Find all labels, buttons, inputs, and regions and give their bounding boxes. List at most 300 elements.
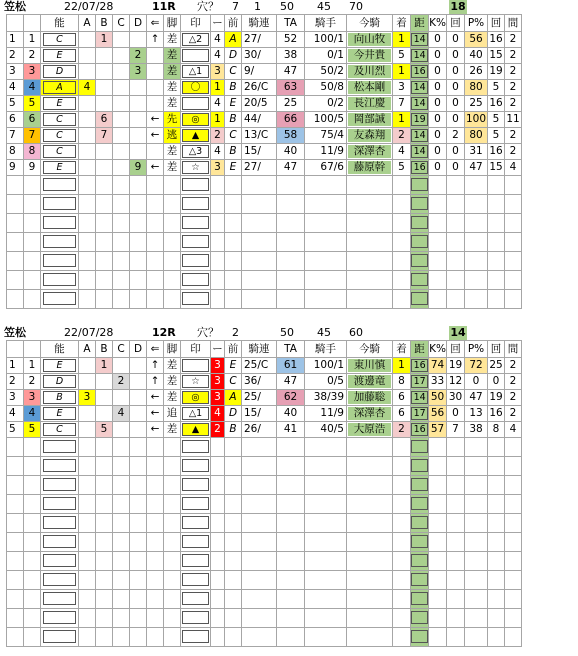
prediction-mark: △2: [182, 33, 208, 46]
prediction-mark: [182, 235, 208, 248]
race-number: 12R: [152, 326, 176, 339]
mark-cell[interactable]: [181, 252, 211, 271]
jockey-cell[interactable]: [347, 390, 393, 406]
col-b-value: 1: [96, 358, 113, 374]
mark-cell[interactable]: [181, 590, 211, 609]
p-count: [488, 457, 505, 476]
jockey-cell[interactable]: [347, 514, 393, 533]
interval: 2: [505, 390, 522, 406]
ta-value: 63: [277, 80, 305, 96]
jockey-cell[interactable]: [347, 96, 393, 112]
previous-rank: D: [225, 48, 242, 64]
jockey-combo: 15/: [242, 144, 277, 160]
interval: 2: [505, 406, 522, 422]
k-count: [447, 457, 465, 476]
jockey-cell[interactable]: [347, 195, 393, 214]
horse-row[interactable]: [7, 495, 522, 514]
mark-cell[interactable]: [181, 422, 211, 438]
k-percent: [429, 628, 447, 647]
ta-value: [277, 233, 305, 252]
jockey-cell[interactable]: [347, 358, 393, 374]
jockey-cell[interactable]: [347, 214, 393, 233]
k-count: 0: [447, 160, 465, 176]
jockey-stat: 40/5: [305, 422, 347, 438]
p-count: 8: [488, 422, 505, 438]
previous-rank: B: [225, 144, 242, 160]
jockey-cell[interactable]: [347, 112, 393, 128]
header-value-5: 70: [349, 0, 363, 13]
distance-value: 17: [411, 375, 428, 388]
arrow-icon: [147, 438, 164, 457]
running-style: [164, 290, 181, 309]
header-value-1: 7: [232, 0, 239, 13]
finish-position: [393, 495, 411, 514]
jockey-cell[interactable]: [347, 32, 393, 48]
column-header: 騎連: [242, 15, 277, 32]
col-d-value: [130, 128, 147, 144]
ta-value: [277, 176, 305, 195]
jockey-cell[interactable]: [347, 571, 393, 590]
ability-box: [43, 630, 76, 643]
col-c-value: [113, 290, 130, 309]
row-number: [7, 438, 24, 457]
distance-cell: [411, 64, 429, 80]
horse-row[interactable]: [7, 628, 522, 647]
distance-cell: [411, 252, 429, 271]
column-header: 脚: [164, 15, 181, 32]
ability-cell: [41, 214, 79, 233]
horse-row[interactable]: [7, 271, 522, 290]
finish-position: [393, 628, 411, 647]
mark-cell[interactable]: [181, 48, 211, 64]
k-percent: 74: [429, 358, 447, 374]
ta-value: 47: [277, 64, 305, 80]
horse-row[interactable]: [7, 590, 522, 609]
col-b-value: [96, 406, 113, 422]
k-percent: [429, 195, 447, 214]
horse-row[interactable]: [7, 422, 522, 438]
ta-value: [277, 571, 305, 590]
column-header: 回: [488, 15, 505, 32]
previous-rank: [225, 271, 242, 290]
ta-value: 47: [277, 374, 305, 390]
mark-cell[interactable]: [181, 144, 211, 160]
col-c-value: [113, 32, 130, 48]
jockey-combo: [242, 533, 277, 552]
jockey-cell[interactable]: [347, 128, 393, 144]
header-value-3: 50: [280, 0, 294, 13]
column-header: ー: [211, 15, 225, 32]
k-percent: [429, 552, 447, 571]
jockey-combo: [242, 609, 277, 628]
p-percent: 47: [465, 160, 488, 176]
jockey-cell[interactable]: [347, 271, 393, 290]
horse-row[interactable]: [7, 609, 522, 628]
interval: [505, 214, 522, 233]
arrow-icon: ↑: [147, 374, 164, 390]
jockey-name: 岡部誠: [348, 113, 391, 126]
rank-value: [211, 271, 225, 290]
jockey-combo: [242, 457, 277, 476]
p-percent: 0: [465, 374, 488, 390]
distance-cell: [411, 476, 429, 495]
jockey-cell[interactable]: [347, 438, 393, 457]
ability-cell: [41, 176, 79, 195]
distance-value: 14: [411, 129, 428, 142]
horse-row[interactable]: [7, 112, 522, 128]
p-percent: [465, 476, 488, 495]
gate-number: [24, 571, 41, 590]
horse-row[interactable]: [7, 514, 522, 533]
col-b-value: [96, 144, 113, 160]
jockey-cell[interactable]: [347, 374, 393, 390]
distance-cell: [411, 128, 429, 144]
ability-box: [43, 516, 76, 529]
interval: [505, 271, 522, 290]
prediction-mark: ▲: [182, 423, 208, 436]
mark-cell[interactable]: [181, 233, 211, 252]
running-style: [164, 476, 181, 495]
col-c-value: [113, 457, 130, 476]
ability-box: [43, 478, 76, 491]
jockey-cell[interactable]: [347, 609, 393, 628]
previous-rank: [225, 176, 242, 195]
jockey-cell[interactable]: [347, 590, 393, 609]
column-header: [24, 341, 41, 358]
mark-cell[interactable]: [181, 176, 211, 195]
distance-value: 14: [411, 33, 428, 46]
jockey-combo: 26/C: [242, 80, 277, 96]
distance-value: [411, 573, 428, 586]
jockey-cell[interactable]: [347, 457, 393, 476]
horse-row[interactable]: [7, 64, 522, 80]
mark-cell[interactable]: [181, 271, 211, 290]
mark-cell[interactable]: [181, 571, 211, 590]
gate-number: [24, 533, 41, 552]
gate-number: 9: [24, 160, 41, 176]
jockey-name: 深澤杏: [348, 407, 391, 420]
distance-cell: [411, 628, 429, 647]
previous-rank: [225, 252, 242, 271]
col-a-value: [79, 290, 96, 309]
col-c-value: [113, 495, 130, 514]
horse-row[interactable]: [7, 390, 522, 406]
col-a-value: [79, 195, 96, 214]
distance-value: 14: [411, 97, 428, 110]
row-number: 1: [7, 358, 24, 374]
col-b-value: [96, 571, 113, 590]
ability-box: [43, 178, 76, 191]
rank-value: [211, 590, 225, 609]
prediction-mark: [182, 292, 208, 305]
p-percent: [465, 609, 488, 628]
p-count: 16: [488, 32, 505, 48]
col-c-value: [113, 128, 130, 144]
mark-cell[interactable]: [181, 609, 211, 628]
horse-row[interactable]: [7, 144, 522, 160]
mark-cell[interactable]: [181, 290, 211, 309]
jockey-cell[interactable]: [347, 80, 393, 96]
ta-value: 58: [277, 128, 305, 144]
running-style: [164, 495, 181, 514]
jockey-cell[interactable]: [347, 476, 393, 495]
jockey-cell[interactable]: [347, 406, 393, 422]
jockey-cell[interactable]: [347, 290, 393, 309]
column-header: 能: [41, 15, 79, 32]
gate-number: [24, 476, 41, 495]
gate-number: [24, 233, 41, 252]
col-c-value: [113, 160, 130, 176]
mark-cell[interactable]: [181, 552, 211, 571]
mark-cell[interactable]: [181, 628, 211, 647]
header-value-1: 2: [232, 326, 239, 339]
mark-cell[interactable]: [181, 358, 211, 374]
mark-cell[interactable]: [181, 64, 211, 80]
previous-rank: [225, 195, 242, 214]
col-b-value: [96, 495, 113, 514]
mark-cell[interactable]: [181, 128, 211, 144]
k-count: [447, 438, 465, 457]
horse-row[interactable]: [7, 128, 522, 144]
rank-value: [211, 233, 225, 252]
col-c-value: [113, 590, 130, 609]
col-b-value: [96, 96, 113, 112]
horse-row[interactable]: [7, 438, 522, 457]
k-count: 2: [447, 128, 465, 144]
running-style: [164, 628, 181, 647]
interval: 2: [505, 64, 522, 80]
mark-cell[interactable]: [181, 80, 211, 96]
col-a-value: [79, 112, 96, 128]
jockey-combo: 25/: [242, 390, 277, 406]
p-count: [488, 514, 505, 533]
horse-row[interactable]: [7, 374, 522, 390]
p-count: 5: [488, 112, 505, 128]
jockey-stat: [305, 290, 347, 309]
horse-row[interactable]: [7, 80, 522, 96]
p-count: [488, 233, 505, 252]
arrow-icon: [147, 271, 164, 290]
distance-cell: [411, 374, 429, 390]
k-count: [447, 609, 465, 628]
ability-box: E: [43, 359, 76, 372]
k-percent: 56: [429, 406, 447, 422]
mark-cell[interactable]: [181, 390, 211, 406]
arrow-icon: [147, 590, 164, 609]
column-header: 騎手: [305, 15, 347, 32]
jockey-cell[interactable]: [347, 252, 393, 271]
distance-value: [411, 273, 428, 286]
jockey-cell[interactable]: [347, 628, 393, 647]
jockey-cell[interactable]: [347, 160, 393, 176]
p-count: [488, 628, 505, 647]
k-count: 0: [447, 48, 465, 64]
jockey-combo: [242, 233, 277, 252]
ability-cell: [41, 233, 79, 252]
row-number: [7, 552, 24, 571]
jockey-stat: [305, 214, 347, 233]
ta-value: [277, 271, 305, 290]
horse-row[interactable]: [7, 533, 522, 552]
horse-row[interactable]: [7, 358, 522, 374]
horse-row[interactable]: [7, 571, 522, 590]
jockey-combo: 13/C: [242, 128, 277, 144]
jockey-cell[interactable]: [347, 64, 393, 80]
horse-row[interactable]: [7, 476, 522, 495]
col-a-value: [79, 609, 96, 628]
horse-row[interactable]: [7, 214, 522, 233]
k-percent: 33: [429, 374, 447, 390]
ability-box: C: [43, 33, 76, 46]
jockey-combo: [242, 438, 277, 457]
jockey-combo: 26/: [242, 422, 277, 438]
jockey-stat: [305, 552, 347, 571]
distance-value: [411, 535, 428, 548]
previous-rank: A: [225, 390, 242, 406]
ability-box: B: [43, 391, 76, 404]
horse-row[interactable]: [7, 32, 522, 48]
finish-position: 1: [393, 112, 411, 128]
ability-box: E: [43, 407, 76, 420]
jockey-combo: [242, 176, 277, 195]
col-b-value: 6: [96, 112, 113, 128]
jockey-cell[interactable]: [347, 552, 393, 571]
horse-row[interactable]: [7, 233, 522, 252]
jockey-cell[interactable]: [347, 533, 393, 552]
column-header: ー: [211, 341, 225, 358]
jockey-cell[interactable]: [347, 233, 393, 252]
jockey-cell[interactable]: [347, 176, 393, 195]
jockey-cell[interactable]: [347, 144, 393, 160]
horse-row[interactable]: [7, 48, 522, 64]
jockey-name: [348, 176, 391, 189]
prediction-mark: [182, 459, 208, 472]
previous-rank: [225, 457, 242, 476]
interval: [505, 438, 522, 457]
jockey-combo: 15/: [242, 406, 277, 422]
mark-cell[interactable]: [181, 514, 211, 533]
horse-row[interactable]: [7, 195, 522, 214]
mark-cell[interactable]: [181, 438, 211, 457]
column-header: 前: [225, 341, 242, 358]
k-count: 0: [447, 406, 465, 422]
jockey-stat: 38/39: [305, 390, 347, 406]
row-number: [7, 476, 24, 495]
jockey-combo: [242, 571, 277, 590]
ability-cell: [41, 48, 79, 64]
prediction-mark: [182, 497, 208, 510]
col-d-value: [130, 290, 147, 309]
arrow-icon: [147, 176, 164, 195]
col-b-value: [96, 374, 113, 390]
mark-cell[interactable]: [181, 476, 211, 495]
col-b-value: [96, 64, 113, 80]
horse-row[interactable]: [7, 457, 522, 476]
rank-value: [211, 195, 225, 214]
rank-value: 3: [211, 390, 225, 406]
jockey-stat: [305, 571, 347, 590]
mark-cell[interactable]: [181, 96, 211, 112]
rank-value: 2: [211, 422, 225, 438]
horse-row[interactable]: [7, 96, 522, 112]
finish-position: 6: [393, 406, 411, 422]
jockey-cell[interactable]: [347, 48, 393, 64]
k-percent: 0: [429, 80, 447, 96]
race-table: [6, 340, 522, 647]
running-style: 差: [164, 374, 181, 390]
rank-value: [211, 514, 225, 533]
ability-cell: [41, 252, 79, 271]
rank-value: [211, 290, 225, 309]
k-percent: 0: [429, 64, 447, 80]
ability-box: C: [43, 423, 76, 436]
mark-cell[interactable]: [181, 457, 211, 476]
k-percent: [429, 457, 447, 476]
row-number: [7, 233, 24, 252]
rank-value: [211, 495, 225, 514]
previous-rank: B: [225, 80, 242, 96]
ability-cell: [41, 374, 79, 390]
p-percent: [465, 233, 488, 252]
mark-cell[interactable]: [181, 406, 211, 422]
mark-cell[interactable]: [181, 160, 211, 176]
mark-cell[interactable]: [181, 495, 211, 514]
horse-row[interactable]: [7, 176, 522, 195]
distance-value: [411, 478, 428, 491]
horse-row[interactable]: [7, 252, 522, 271]
mark-cell[interactable]: [181, 374, 211, 390]
previous-rank: [225, 628, 242, 647]
col-d-value: [130, 96, 147, 112]
horse-row[interactable]: [7, 290, 522, 309]
ability-cell: [41, 390, 79, 406]
jockey-combo: [242, 590, 277, 609]
previous-rank: [225, 476, 242, 495]
mark-cell[interactable]: [181, 533, 211, 552]
horse-row[interactable]: [7, 406, 522, 422]
ta-value: [277, 552, 305, 571]
column-header: B: [96, 341, 113, 358]
p-count: 19: [488, 390, 505, 406]
jockey-cell[interactable]: [347, 422, 393, 438]
mark-cell[interactable]: [181, 214, 211, 233]
prediction-mark: △1: [182, 65, 208, 78]
jockey-cell[interactable]: [347, 495, 393, 514]
k-count: [447, 195, 465, 214]
jockey-name: [348, 195, 391, 208]
mark-cell[interactable]: [181, 195, 211, 214]
mark-cell[interactable]: [181, 112, 211, 128]
row-number: [7, 457, 24, 476]
jockey-stat: 100/1: [305, 358, 347, 374]
track-name: 笠松: [4, 0, 26, 13]
jockey-name: [348, 609, 391, 622]
jockey-name: 友森翔: [348, 129, 391, 142]
jockey-stat: [305, 590, 347, 609]
col-c-value: [113, 533, 130, 552]
ability-cell: [41, 533, 79, 552]
horse-row[interactable]: [7, 160, 522, 176]
jockey-combo: [242, 271, 277, 290]
horse-row[interactable]: [7, 552, 522, 571]
k-percent: [429, 214, 447, 233]
mark-cell[interactable]: [181, 32, 211, 48]
previous-rank: B: [225, 422, 242, 438]
p-count: [488, 290, 505, 309]
row-number: [7, 533, 24, 552]
prediction-mark: [182, 359, 208, 372]
col-a-value: [79, 64, 96, 80]
